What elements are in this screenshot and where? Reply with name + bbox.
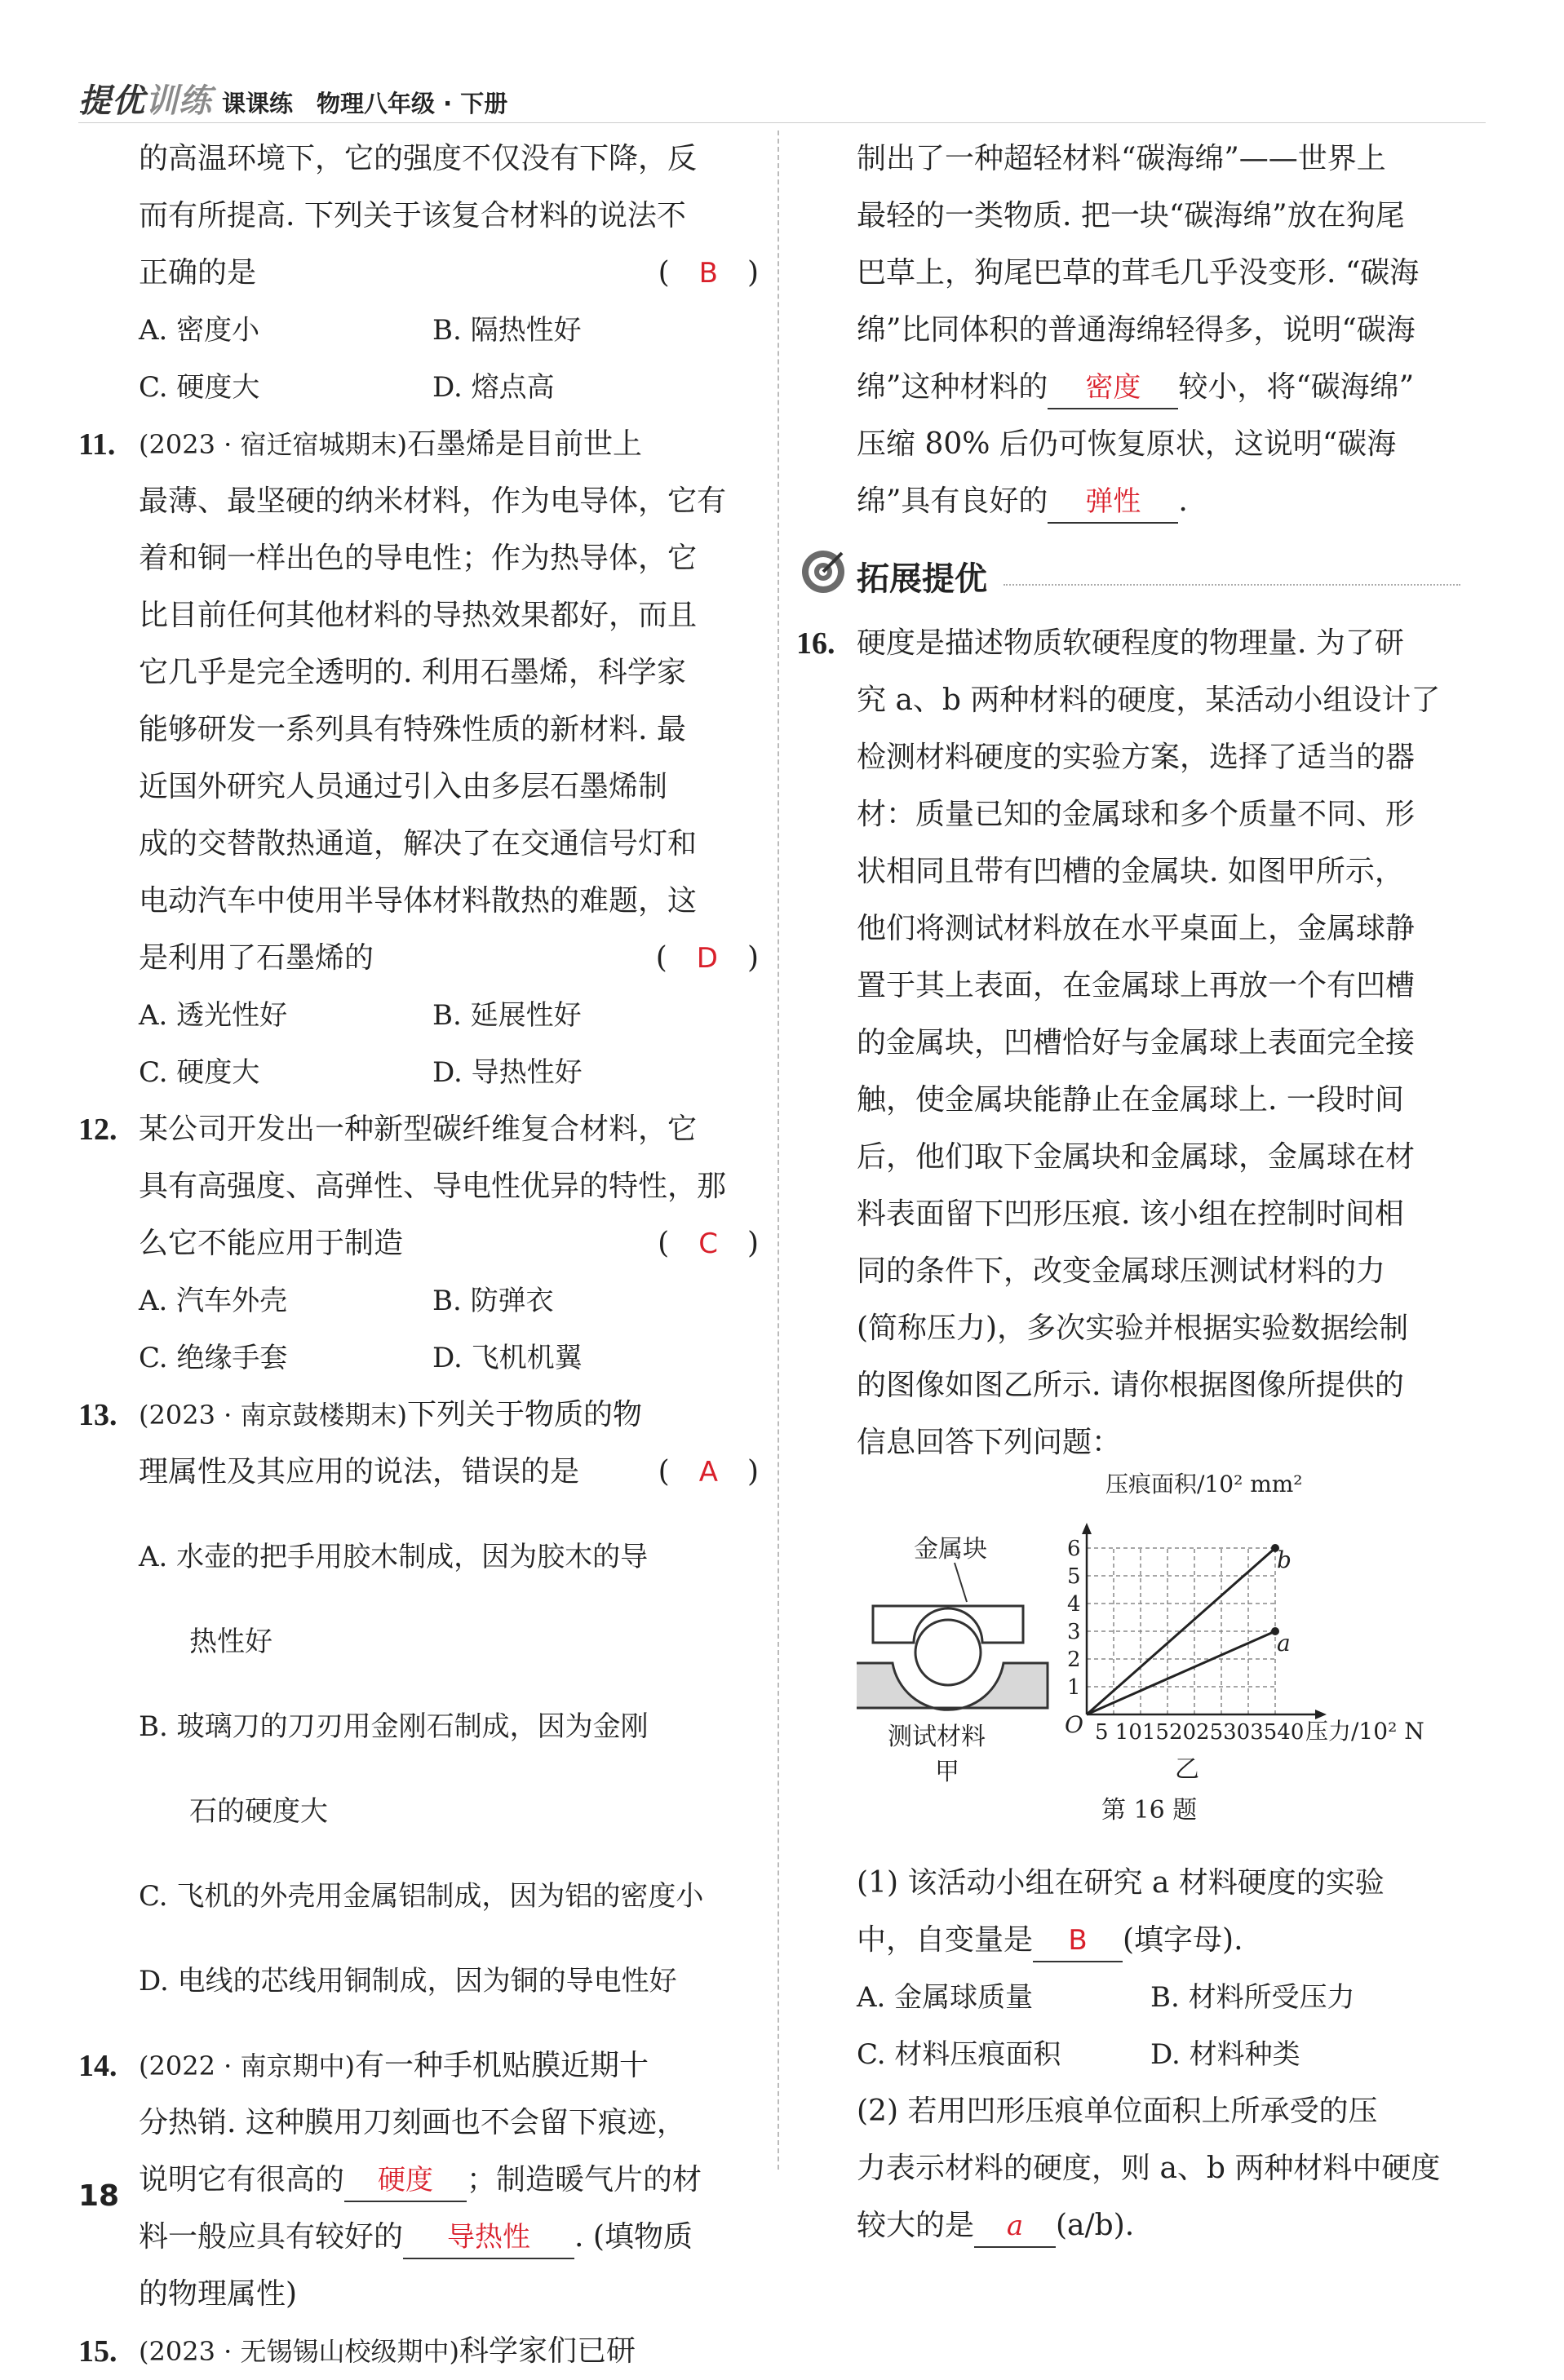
question-10-continued — [139, 131, 759, 416]
q16-line: 检测材料硬度的实验方案，选择了适当的器 — [857, 741, 1416, 774]
q11-line: 近国外研究人员通过引入由多层石墨烯制 — [139, 770, 668, 803]
q16-line: 究 a、b 两种材料的硬度，某活动小组设计了 — [857, 683, 1441, 717]
x-axis-label: 压力/10² N — [1305, 1718, 1424, 1745]
q16-line: 料表面留下凹形压痕. 该小组在控制时间相 — [857, 1197, 1404, 1231]
option-b: B. 防弹衣 — [432, 1285, 554, 1317]
section-dotted-rule — [1004, 584, 1460, 586]
caption-yi: 乙 — [1175, 1755, 1199, 1784]
q15-line: 绵”比同体积的普通海绵轻得多，说明“碳海 — [857, 313, 1416, 347]
y-axis-arrow — [1082, 1523, 1092, 1534]
question-16 — [796, 615, 1469, 2254]
q16-line: 材：质量已知的金属球和多个质量不同、形 — [857, 798, 1416, 831]
question-source: (2022 · 南京期中) — [139, 2050, 355, 2081]
section-header — [857, 542, 1469, 607]
q13-line — [139, 1387, 759, 1444]
option-c: C. 绝缘手套 — [139, 1342, 288, 1374]
q14-text: 说明它有很高的 — [139, 2163, 345, 2196]
q14-line — [139, 2037, 759, 2095]
q16-line: 状相同且带有凹槽的金属块. 如图甲所示， — [857, 855, 1404, 888]
q15-text: . — [1178, 484, 1188, 518]
q16-blank-2: a — [974, 2205, 1056, 2248]
q16-line: (简称压力)，多次实验并根据实验数据绘制 — [857, 1312, 1409, 1345]
q11-line: 成的交替散热通道，解决了在交通信号灯和 — [139, 827, 698, 860]
option-c: C. 硬度大 — [139, 1056, 260, 1089]
q11-text: 石墨烯是目前世上 — [406, 427, 642, 461]
options-row — [139, 302, 759, 359]
question-11 — [78, 416, 759, 1101]
q16-text: 较大的是 — [857, 2209, 975, 2242]
q15-line: 制出了一种超轻材料“碳海绵”——世界上 — [857, 142, 1386, 175]
figure-16 — [857, 1471, 1469, 1855]
page-number: 18 — [78, 2179, 120, 2213]
answer-paren: ( A ) — [658, 1455, 759, 1489]
option-d: D. 电线的芯线用铜制成，因为铜的导电性好 — [139, 1965, 677, 1997]
y-tick-label: 2 — [1067, 1648, 1081, 1672]
q16-line: 的图像如图乙所示. 请你根据图像所提供的 — [857, 1369, 1404, 1402]
q16-line: 置于其上表面，在金属球上再放一个有凹槽 — [857, 969, 1416, 1002]
q13-stem-end: 理属性及其应用的说法，错误的是 — [139, 1455, 580, 1489]
answer-paren: ( B ) — [658, 256, 759, 290]
question-number: 13. — [78, 1398, 117, 1432]
options-row — [139, 359, 759, 416]
option-a: A. 密度小 — [139, 314, 260, 347]
q14-text: ；制造暖气片的材 — [467, 2163, 702, 2196]
q15-line: 巴草上，狗尾巴草的茸毛几乎没变形. “碳海 — [857, 256, 1420, 290]
q10-line — [139, 245, 759, 302]
y-axis-label: 压痕面积/10² mm² — [1105, 1471, 1303, 1497]
q14-blank-2: 导热性 — [403, 2217, 574, 2259]
option-d: D. 飞机机翼 — [432, 1342, 583, 1374]
y-tick-label: 4 — [1067, 1592, 1081, 1617]
q11-line — [139, 416, 759, 473]
options-row — [857, 1969, 1469, 2026]
brand-part-a: 提优 — [78, 82, 145, 120]
q15-line: 压缩 80% 后仍可恢复原状，这说明“碳海 — [857, 427, 1397, 461]
options-row — [857, 2026, 1469, 2083]
option-b: B. 隔热性好 — [432, 314, 582, 347]
question-number: 12. — [78, 1113, 117, 1147]
options-row — [139, 1329, 759, 1387]
q16-line: 后，他们取下金属块和金属球，金属球在材 — [857, 1140, 1416, 1174]
answer-paren: ( D ) — [655, 941, 759, 975]
leader-line — [955, 1563, 967, 1602]
q16-line: 信息回答下列问题： — [857, 1426, 1122, 1459]
y-tick-label: 1 — [1067, 1675, 1081, 1700]
q16-line: 触，使金属块能静止在金属球上. 一段时间 — [857, 1083, 1404, 1117]
q16-text: (填字母). — [1123, 1923, 1243, 1957]
q11-line: 比目前任何其他材料的导热效果都好，而且 — [139, 599, 698, 632]
question-15 — [78, 2323, 759, 2380]
q14-line: 的物理属性) — [139, 2277, 298, 2311]
q14-line — [139, 2152, 759, 2209]
q16-line: 他们将测试材料放在水平桌面上，金属球静 — [857, 912, 1416, 945]
q12-line — [139, 1215, 759, 1272]
column-divider — [778, 131, 779, 2170]
option-b-cont: 石的硬度大 — [189, 1795, 328, 1828]
q13-line — [139, 1444, 759, 1501]
option-d: D. 导热性好 — [432, 1056, 583, 1089]
question-source: (2023 · 无锡锡山校级期中) — [139, 2336, 459, 2367]
q10-stem-end: 正确的是 — [139, 256, 257, 290]
option-b: B. 延展性好 — [432, 999, 582, 1032]
q14-line — [139, 2209, 759, 2266]
q15-line — [139, 2323, 759, 2380]
page-header — [78, 75, 507, 122]
option-c: C. 材料压痕面积 — [857, 2038, 1061, 2071]
figure-caption: 第 16 题 — [1101, 1796, 1198, 1825]
q12-line: 具有高强度、高弹性、导电性优异的特性，那 — [139, 1170, 727, 1203]
q16-part2-line: (2) 若用凹形压痕单位面积上所承受的压 — [857, 2095, 1378, 2128]
target-icon — [800, 548, 847, 595]
question-source: (2023 · 南京鼓楼期末) — [139, 1400, 407, 1431]
q11-line — [139, 930, 759, 987]
q15-blank-2: 弹性 — [1048, 481, 1178, 524]
figure-16-svg — [857, 1471, 1469, 1855]
option-a: A. 金属球质量 — [857, 1981, 1034, 2014]
question-15-continued — [857, 131, 1469, 530]
options-row — [139, 1272, 759, 1329]
q11-line: 最薄、最坚硬的纳米材料，作为电导体，它有 — [139, 484, 727, 518]
origin-label: O — [1065, 1711, 1083, 1738]
label-test-material: 测试材料 — [888, 1723, 986, 1751]
y-tick-label: 6 — [1067, 1537, 1081, 1561]
q16-part2-line — [857, 2197, 1469, 2254]
q13-answer: A — [698, 1456, 718, 1489]
q11-line: 电动汽车中使用半导体材料散热的难题，这 — [139, 884, 698, 918]
q12-line: 某公司开发出一种新型碳纤维复合材料，它 — [139, 1113, 698, 1146]
q13-text: 下列关于物质的物 — [406, 1398, 642, 1431]
option-a: A. 透光性好 — [139, 999, 288, 1032]
q16-text: 中，自变量是 — [857, 1923, 1034, 1957]
question-source: (2023 · 宿迁宿城期末) — [139, 429, 407, 460]
q16-line: 的金属块，凹槽恰好与金属球上表面完全接 — [857, 1026, 1416, 1059]
q16-blank-1: B — [1033, 1920, 1123, 1962]
brand-logo — [78, 75, 212, 122]
force-area-chart — [1065, 1471, 1424, 1784]
option-d: D. 熔点高 — [432, 371, 555, 404]
q10-answer: B — [698, 257, 718, 290]
series-label-b: b — [1277, 1546, 1292, 1573]
question-number: 15. — [78, 2334, 117, 2369]
q11-answer: D — [696, 942, 718, 975]
right-column — [796, 131, 1469, 2254]
options-row — [139, 1044, 759, 1101]
q11-line: 它几乎是完全透明的. 利用石墨烯，科学家 — [139, 656, 686, 689]
q16-part1-line: (1) 该活动小组在研究 a 材料硬度的实验 — [857, 1866, 1385, 1900]
option-a: A. 汽车外壳 — [139, 1285, 288, 1317]
option-c: C. 飞机的外壳用金属铝制成，因为铝的密度小 — [139, 1880, 704, 1913]
header-rule — [78, 122, 1486, 123]
y-tick-label: 3 — [1067, 1620, 1081, 1644]
question-12 — [78, 1101, 759, 1387]
series-label-a: a — [1277, 1630, 1291, 1657]
label-metal-block: 金属块 — [914, 1535, 987, 1564]
option-b: B. 玻璃刀的刀刃用金刚石制成，因为金刚 — [139, 1710, 649, 1743]
options-row — [139, 987, 759, 1044]
series-line-a — [1087, 1631, 1275, 1714]
q14-text: 有一种手机贴膜近期十 — [354, 2049, 649, 2082]
q16-part1-line — [857, 1912, 1469, 1969]
q10-line: 的高温环境下，它的强度不仅没有下降，反 — [139, 142, 698, 175]
y-tick-label: 5 — [1067, 1564, 1081, 1589]
question-13 — [78, 1387, 759, 2010]
q15-text: 绵”这种材料的 — [857, 370, 1048, 404]
caption-jia: 甲 — [935, 1758, 959, 1786]
question-number: 14. — [78, 2049, 117, 2083]
q12-stem-end: 么它不能应用于制造 — [139, 1227, 404, 1260]
q14-blank-1: 硬度 — [344, 2160, 467, 2202]
q11-stem-end: 是利用了石墨烯的 — [139, 941, 374, 975]
option-a-cont: 热性好 — [189, 1626, 272, 1658]
section-title: 拓展提优 — [857, 560, 987, 598]
q15-text: 科学家们已研 — [459, 2334, 636, 2368]
q16-part2-line: 力表示材料的硬度，则 a、b 两种材料中硬度 — [857, 2152, 1441, 2185]
q11-line: 能够研发一系列具有特殊性质的新材料. 最 — [139, 713, 686, 746]
q15-line — [857, 473, 1469, 530]
option-d: D. 材料种类 — [1150, 2038, 1300, 2071]
q15-line: 最轻的一类物质. 把一块“碳海绵”放在狗尾 — [857, 199, 1405, 232]
x-tick-labels: 5 10152025303540 — [1095, 1720, 1305, 1745]
brand-part-b: 训练 — [145, 82, 212, 120]
question-number: 16. — [796, 626, 835, 661]
q14-text: . (填物质 — [574, 2220, 693, 2254]
q12-answer: C — [698, 1228, 718, 1260]
question-number: 11. — [78, 427, 116, 462]
series-line-b — [1087, 1548, 1275, 1714]
option-b: B. 材料所受压力 — [1150, 1981, 1355, 2014]
q10-line: 而有所提高. 下列关于该复合材料的说法不 — [139, 199, 686, 232]
q16-line: 同的条件下，改变金属球压测试材料的力 — [857, 1254, 1386, 1288]
q16-text: (a/b). — [1056, 2209, 1135, 2242]
apparatus-diagram — [857, 1535, 1048, 1786]
q15-text: 绵”具有良好的 — [857, 484, 1048, 518]
q14-line: 分热销. 这种膜用刀刻画也不会留下痕迹， — [139, 2106, 686, 2139]
q16-line: 硬度是描述物质软硬程度的物理量. 为了研 — [857, 626, 1404, 660]
q15-text: 较小，将“碳海绵” — [1178, 370, 1415, 404]
answer-paren: ( C ) — [658, 1227, 759, 1260]
q15-blank-1: 密度 — [1048, 367, 1178, 409]
header-subtitle: 课课练 物理八年级 · 下册 — [222, 90, 508, 117]
q14-text: 料一般应具有较好的 — [139, 2220, 404, 2254]
q15-line — [857, 359, 1469, 416]
metal-ball — [915, 1620, 981, 1685]
option-a: A. 水壶的把手用胶木制成，因为胶木的导 — [139, 1541, 649, 1573]
q11-line: 着和铜一样出色的导电性；作为热导体，它 — [139, 542, 698, 575]
option-c: C. 硬度大 — [139, 371, 260, 404]
